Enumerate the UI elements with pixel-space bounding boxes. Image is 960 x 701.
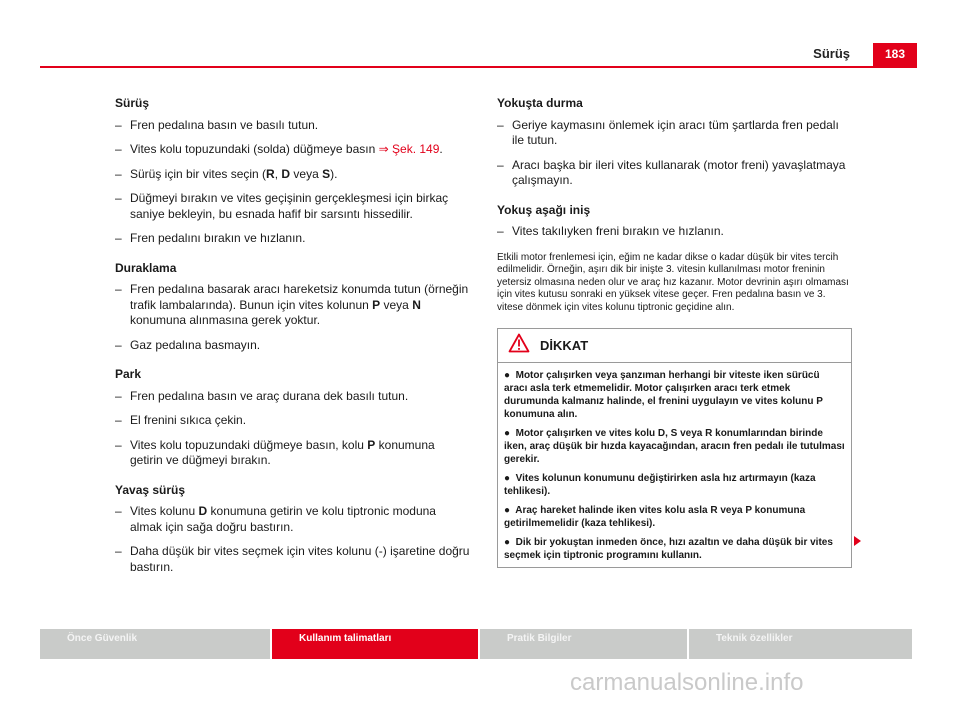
list-item	[497, 118, 852, 149]
list-item	[115, 118, 470, 134]
dash-bullet: –	[115, 117, 122, 132]
bullet-icon: ●	[504, 537, 511, 548]
figure-reference-link[interactable]: ⇒ Şek. 149	[378, 142, 440, 156]
dash-bullet: –	[497, 117, 504, 132]
heading-duraklama: Duraklama	[115, 260, 177, 275]
list-item-text: Fren pedalına basarak aracı hareketsiz konumda tutun (örneğin trafik lambalarında). Bunun için vites kolunun P veya N konumuna alınmasına gerek yoktur.	[130, 282, 469, 327]
heading-surus: Sürüş	[115, 96, 150, 110]
list-item-text: Vites kolu topuzundaki düğmeye basın, kolu P konumuna getirin ve düğmeyi bırakın.	[130, 437, 435, 467]
bullet-icon: ●	[504, 505, 511, 516]
list-item	[115, 544, 470, 575]
dash-bullet: –	[497, 157, 504, 172]
list-item-text: Fren pedalını bırakın ve hızlanın.	[130, 231, 306, 245]
dash-bullet: –	[115, 231, 122, 245]
list-item	[115, 389, 470, 405]
list-item	[115, 413, 470, 429]
page-number-badge: 183	[873, 43, 917, 66]
list-item-text: Daha düşük bir vites seçmek için vites kolunu (-) işaretine doğru bastırın.	[130, 544, 470, 574]
list-item-text: Vites kolu topuzundaki (solda) düğmeye basın ⇒ Şek. 149.	[130, 142, 443, 156]
tab-kullanim-talimatlari[interactable]: Kullanım talimatları	[272, 629, 478, 659]
list-item-text: Gaz pedalına basmayın.	[130, 337, 261, 352]
warning-item: ● Dik bir yokuştan inmeden önce, hızı azaltın ve daha düşük bir vites seçmek için tiptronic programını kullanın.	[504, 537, 833, 561]
footer-nav	[40, 629, 917, 659]
dash-bullet: –	[115, 544, 122, 558]
heading-yokusta-durma: Yokuşta durma	[497, 96, 583, 110]
warning-body	[498, 363, 851, 567]
list-item	[115, 191, 470, 222]
list-item	[115, 438, 470, 469]
warning-item: ● Vites kolunun konumunu değiştirirken asla hız artırmayın (kaza tehlikesi).	[504, 473, 816, 497]
warning-box	[497, 328, 852, 568]
heading-yokus-asagi: Yokuş aşağı iniş	[497, 202, 591, 217]
dash-bullet: –	[115, 142, 122, 156]
watermark: carmanualsonline.info	[570, 669, 804, 696]
right-column	[497, 96, 852, 314]
warning-triangle-icon	[508, 333, 530, 358]
warning-item: ● Motor çalışırken ve vites kolu D, S veya R konumlarından birinde iken, araç düşük bir hızda kayacağından, aracın fren pedalı ile tutulması gerekir.	[504, 428, 845, 465]
tab-teknik-ozellikler[interactable]: Teknik özellikler	[689, 629, 912, 659]
list-item-text: Fren pedalına basın ve basılı tutun.	[130, 117, 319, 132]
list-item-text: Vites takılıyken freni bırakın ve hızlanın.	[512, 224, 724, 238]
list-item	[115, 338, 470, 354]
list-item-text: Sürüş için bir vites seçin (R, D veya S).	[130, 166, 338, 181]
list-item	[115, 231, 470, 247]
dash-bullet: –	[115, 437, 122, 452]
warning-header	[498, 329, 851, 363]
list-item	[497, 158, 852, 189]
dash-bullet: –	[115, 413, 122, 427]
dash-bullet: –	[115, 166, 122, 181]
warning-item: ● Motor çalışırken veya şanzıman herhangi bir viteste iken sürücü aracı asla terk etmemelidir. Motor çalışırken aracı terk etmek durumunda kalmanız halinde, el frenini uygulayın ve vites kolunu P konumuna alın.	[504, 370, 823, 420]
list-item	[497, 224, 852, 240]
bullet-icon: ●	[504, 428, 511, 439]
dash-bullet: –	[115, 191, 122, 205]
list-item-text: Vites kolunu D konumuna getirin ve kolu tiptronic moduna almak için sağa doğru bastırın.	[130, 504, 436, 534]
warning-title: DİKKAT	[540, 338, 589, 353]
dash-bullet: –	[115, 282, 122, 296]
list-item-text: Fren pedalına basın ve araç durana dek basılı tutun.	[130, 388, 409, 403]
continue-arrow-icon[interactable]	[854, 536, 861, 546]
list-item	[115, 282, 470, 329]
tab-once-guvenlik[interactable]: Önce Güvenlik	[40, 629, 270, 659]
bullet-icon: ●	[504, 370, 511, 381]
bullet-icon: ●	[504, 473, 511, 484]
dash-bullet: –	[115, 504, 122, 518]
tab-pratik-bilgiler[interactable]: Pratik Bilgiler	[480, 629, 687, 659]
list-item-text: Düğmeyi bırakın ve vites geçişinin gerçekleşmesi için birkaç saniye bekleyin, bu esnada hafif bir sarsıntı hissedilir.	[130, 191, 449, 221]
reference-arrow-icon: ⇒	[378, 142, 389, 156]
warning-item: ● Araç hareket halinde iken vites kolu asla R veya P konumuna getirilmemelidir (kaza tehlikesi).	[504, 505, 806, 529]
list-item	[115, 504, 470, 535]
list-item-text: Aracı başka bir ileri vites kullanarak (motor freni) yavaşlatmaya çalışmayın.	[512, 157, 846, 187]
dash-bullet: –	[115, 388, 122, 403]
dash-bullet: –	[497, 224, 504, 238]
heading-park: Park	[115, 367, 142, 381]
list-item	[115, 142, 470, 158]
engine-brake-note: Etkili motor frenlemesi için, eğim ne kadar dikse o kadar düşük bir vites tercih edilmelidir. Örneğin, aşırı dik bir inişte 3. vitesin kullanılması motor freninin yetersiz olmasına neden olur ve araç hız kazanır. Motor devrinin aşırı olmaması için vites kutusu sonraki en yüksek vitese geçer. Fren pedalına basın ve 3. vitese dönmek için vites kolunu tiptronic geçidine alın.	[497, 251, 849, 313]
page-section-title: Sürüş	[813, 46, 850, 61]
left-column	[115, 96, 470, 584]
list-item-text: Geriye kaymasını önlemek için aracı tüm şartlarda fren pedalı ile tutun.	[512, 117, 839, 147]
header-divider	[40, 66, 917, 68]
list-item	[115, 167, 470, 183]
dash-bullet: –	[115, 337, 122, 352]
heading-yavas-surus: Yavaş sürüş	[115, 482, 186, 497]
list-item-text: El frenini sıkıca çekin.	[130, 413, 247, 427]
